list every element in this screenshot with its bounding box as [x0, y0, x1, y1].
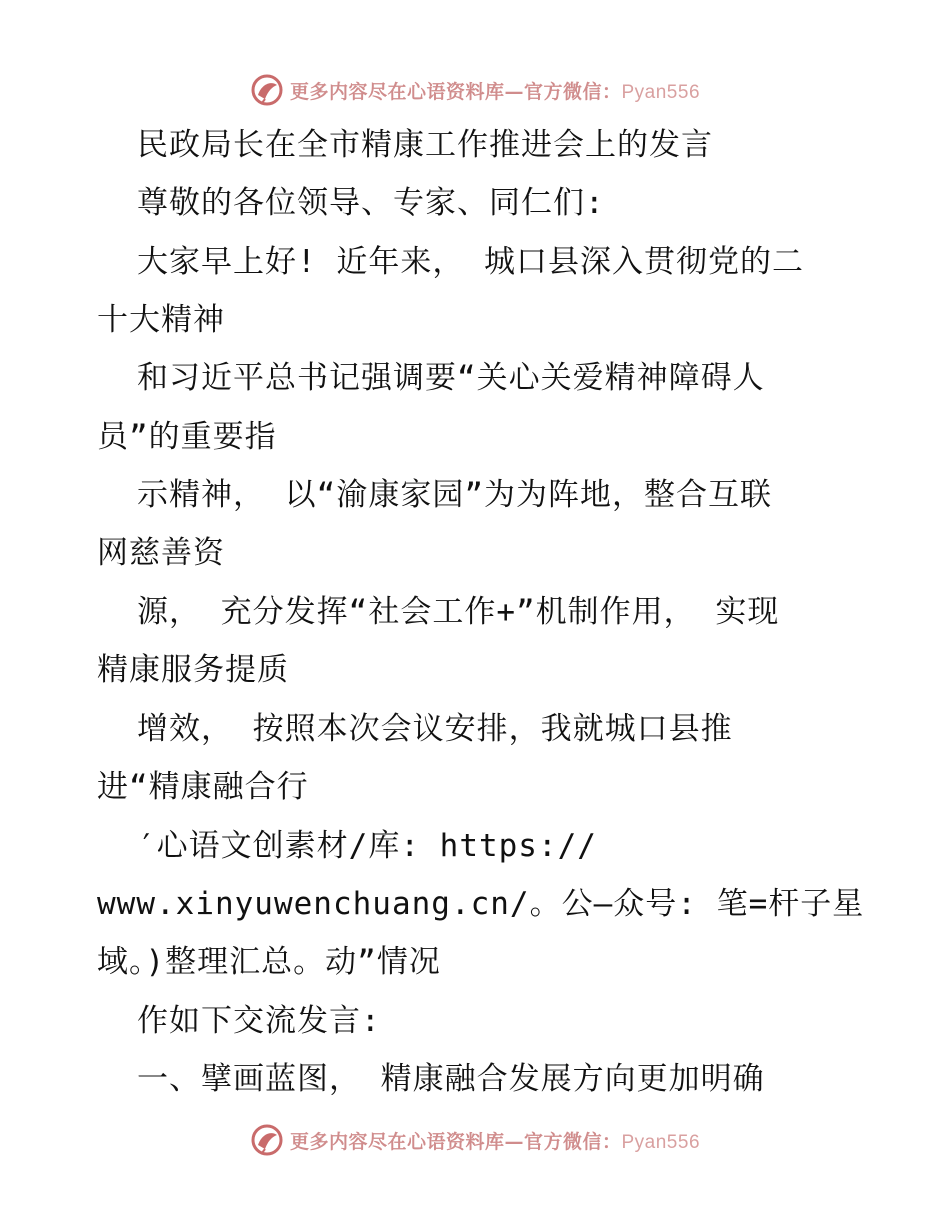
paragraph-line: 大家早上好! 近年来， 城口县深入贯彻党的二 — [137, 244, 804, 280]
pen-nib-swirl-icon — [250, 73, 284, 107]
paragraph-line: 和习近平总书记强调要“关心关爱精神障碍人 — [137, 360, 765, 396]
document-title: 民政局长在全市精康工作推进会上的发言 — [137, 127, 713, 163]
watermark-handle: Pyan556 — [621, 81, 701, 103]
paragraph-line: 增效， 按照本次会议安排，我就城口县推 — [137, 711, 733, 747]
watermark-text: 更多内容尽在心语资料库—官方微信：Pyan556 — [289, 1130, 701, 1153]
watermark-handle: Pyan556 — [621, 1131, 701, 1153]
section-heading: 一、擘画蓝图， 精康融合发展方向更加明确 — [137, 1061, 765, 1097]
paragraph-line: 域。)整理汇总。动”情况 — [97, 944, 441, 980]
watermark-banner-top — [0, 70, 950, 110]
paragraph-line: 作如下交流发言: — [137, 1003, 381, 1039]
paragraph-line: 示精神， 以“渝康家园”为为阵地，整合互联 — [137, 477, 772, 513]
paragraph-line: 网慈善资 — [97, 535, 225, 571]
watermark-banner-bottom — [0, 1120, 950, 1160]
paragraph-line: 精康服务提质 — [97, 652, 289, 688]
paragraph-line: ′心语文创素材/库: https:// — [137, 828, 597, 864]
watermark-text: 更多内容尽在心语资料库—官方微信：Pyan556 — [289, 80, 701, 103]
paragraph-line: 员”的重要指 — [97, 419, 277, 455]
paragraph-line: www.xinyuwenchuang.cn/。公—众号: 笔=杆子星 — [97, 886, 865, 922]
watermark-content — [250, 1123, 700, 1157]
paragraph-line: 进“精康融合行 — [97, 769, 309, 805]
paragraph-line: 十大精神 — [97, 302, 225, 338]
watermark-content — [250, 73, 700, 107]
paragraph-line: 尊敬的各位领导、专家、同仁们: — [137, 185, 605, 221]
paragraph-line: 源， 充分发挥“社会工作+”机制作用， 实现 — [137, 594, 780, 630]
pen-nib-swirl-icon — [250, 1123, 284, 1157]
